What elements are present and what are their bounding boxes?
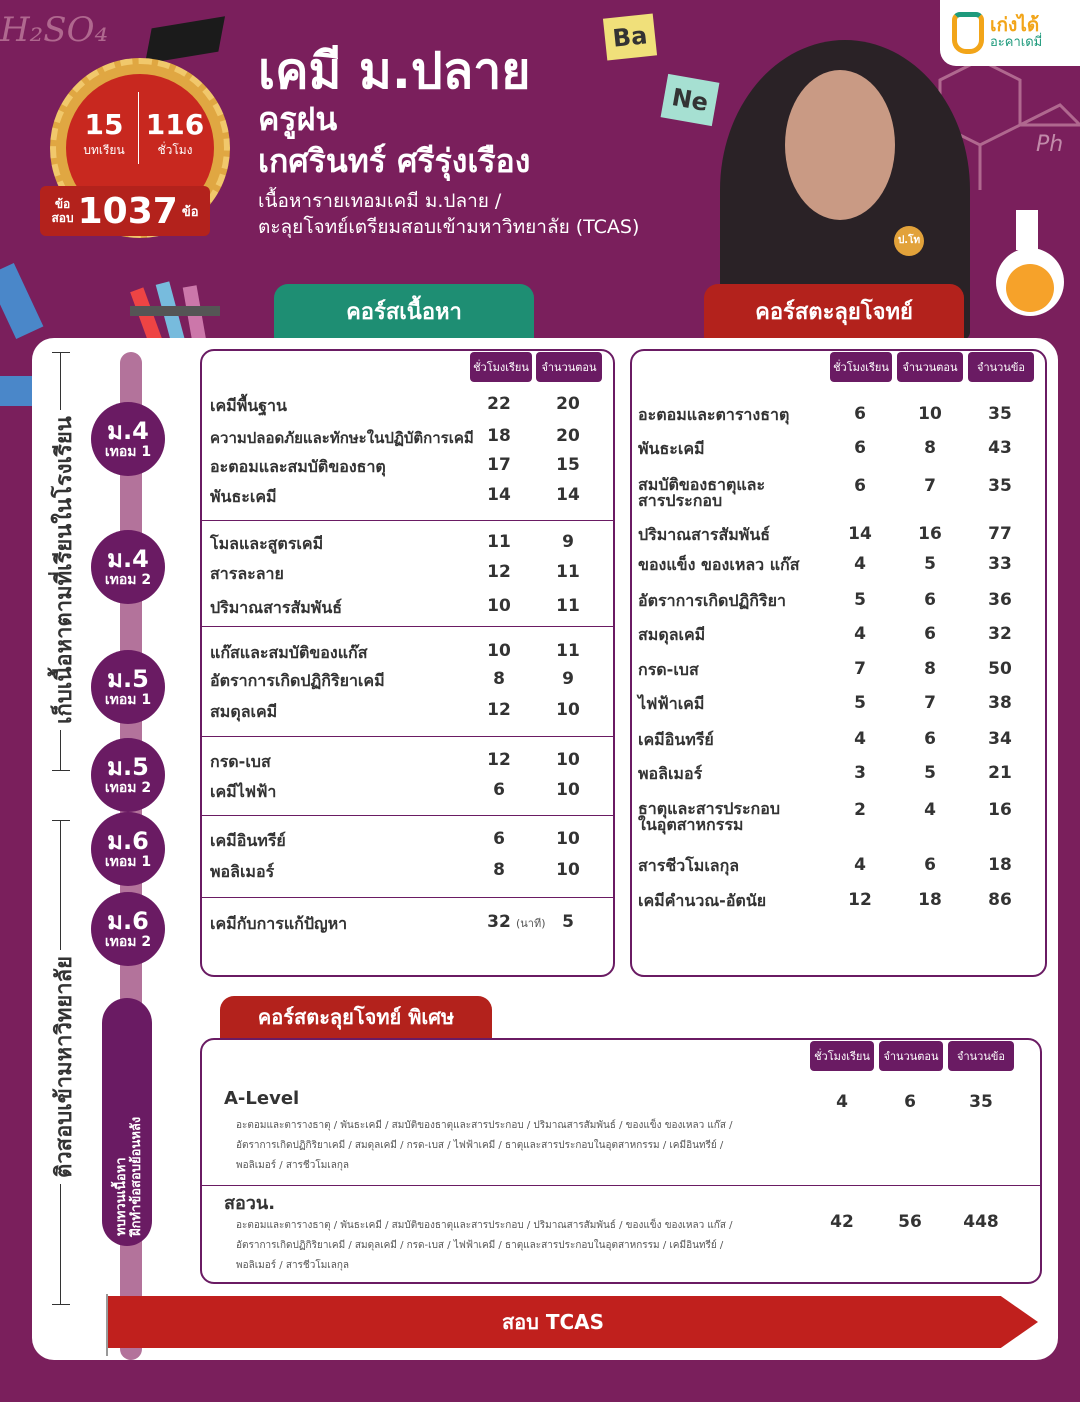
content-row-name: เคมีอินทรีย์ <box>210 831 286 850</box>
special-row-name: A-Level <box>224 1088 300 1109</box>
content-row-name: เคมีไฟฟ้า <box>210 782 277 801</box>
drill-row-episodes: 4 <box>924 800 936 820</box>
drill-row-hours: 5 <box>854 590 866 610</box>
page-title: เคมี ม.ปลาย <box>258 42 531 100</box>
hours-count: 116 <box>145 108 205 141</box>
col-header-episodes-drill: จำนวนตอน <box>897 352 963 382</box>
drill-row-items: 33 <box>988 554 1012 574</box>
formula-ph: Ph <box>1036 132 1064 157</box>
content-row-hours: 22 <box>487 394 511 414</box>
content-row-hours: 6 <box>493 780 505 800</box>
tcas-label: สอบ TCAS <box>501 1310 605 1334</box>
logo-text-sub: อะคาเดมี่ <box>990 35 1043 50</box>
level-badge <box>91 812 165 886</box>
drill-row-items: 35 <box>988 476 1012 496</box>
flask-icon <box>990 200 1070 320</box>
special-row-topics-2: อัตราการเกิดปฏิกิริยาเคมี / สมดุลเคมี / กรด-เบส / ไฟฟ้าเคมี / ธาตุและสารประกอบในอุตสาหกรรม / เคมีอินทรีย์ / <box>236 1140 724 1151</box>
drill-row-name: สมบัติของธาตุและ <box>638 475 766 494</box>
drill-row-episodes: 6 <box>924 624 936 644</box>
school-section-label: เก็บเนื้อหาตามที่เรียนในโรงเรียน <box>46 410 81 730</box>
level-term: เทอม 2 <box>104 780 152 796</box>
teacher-name <box>258 98 530 182</box>
drill-row-items: 50 <box>988 659 1012 679</box>
content-row-episodes: 10 <box>556 860 580 880</box>
content-row-episodes: 20 <box>556 394 580 414</box>
drill-row-episodes: 6 <box>924 729 936 749</box>
col-header-episodes-special: จำนวนตอน <box>879 1041 943 1071</box>
teacher-fullname: เกศรินทร์ ศรีรุ่งเรือง <box>258 142 531 180</box>
special-row-items: 448 <box>963 1212 999 1232</box>
content-row-hours: 12 <box>487 562 511 582</box>
content-row-episodes: 14 <box>556 485 580 505</box>
content-row-hours: 10 <box>487 596 511 616</box>
drill-row-items: 18 <box>988 855 1012 875</box>
lessons-count: 15 <box>84 108 124 141</box>
special-row-topics-3: พอลิเมอร์ / สารชีวโมเลกุล <box>236 1160 350 1171</box>
content-row-hours: 32 <box>487 912 511 932</box>
drill-row-episodes: 16 <box>918 524 942 544</box>
content-row-hours: 17 <box>487 455 511 475</box>
drill-row-items: 43 <box>988 438 1012 458</box>
drill-row-items: 16 <box>988 800 1012 820</box>
content-row-name: พอลิเมอร์ <box>210 862 275 881</box>
content-row-hours: 12 <box>487 700 511 720</box>
level-term: เทอม 1 <box>104 854 152 870</box>
drill-row-hours: 6 <box>854 476 866 496</box>
level-term: เทอม 1 <box>104 692 152 708</box>
drill-row-hours: 4 <box>854 554 866 574</box>
special-row-items: 35 <box>969 1092 993 1112</box>
content-row-name: อัตราการเกิดปฏิกิริยาเคมี <box>210 671 385 690</box>
drill-row-hours: 4 <box>854 729 866 749</box>
content-group-divider <box>202 815 613 816</box>
drill-row-hours: 6 <box>854 404 866 424</box>
test-tubes-icon <box>130 268 220 348</box>
drill-row-hours: 5 <box>854 693 866 713</box>
content-row-episodes: 10 <box>556 700 580 720</box>
formula-ba: Ba <box>603 14 657 61</box>
content-row-episodes: 15 <box>556 455 580 475</box>
content-row-hours: 14 <box>487 485 511 505</box>
drill-row-items: 86 <box>988 890 1012 910</box>
content-row-name: กรด-เบส <box>210 752 271 771</box>
content-row-hours: 8 <box>493 669 505 689</box>
drill-row-name: อัตราการเกิดปฏิกิริยา <box>638 591 786 610</box>
level-term: เทอม 2 <box>104 572 152 588</box>
graduation-cap-icon <box>145 16 225 64</box>
drill-row-hours: 4 <box>854 855 866 875</box>
drill-row-name-cont: ในอุตสาหกรรม <box>638 815 744 834</box>
course-description <box>258 188 639 240</box>
content-group-divider <box>202 520 613 521</box>
drill-row-name: ปริมาณสารสัมพันธ์ <box>638 525 771 544</box>
drill-row-name-cont: สารประกอบ <box>638 491 723 510</box>
drill-row-items: 35 <box>988 404 1012 424</box>
drill-row-name: พอลิเมอร์ <box>638 764 703 783</box>
drill-row-episodes: 10 <box>918 404 942 424</box>
special-row-hours: 4 <box>836 1092 848 1112</box>
content-row-hours: 11 <box>487 532 511 552</box>
drill-row-name: กรด-เบส <box>638 660 699 679</box>
lessons-label: บทเรียน <box>83 143 125 157</box>
review-label <box>114 1117 144 1236</box>
content-group-divider <box>202 626 613 627</box>
tab-content-course[interactable]: คอร์สเนื้อหา <box>274 284 534 338</box>
drill-row-hours: 4 <box>854 624 866 644</box>
exercise-count: 1037 <box>77 190 178 232</box>
drill-row-hours: 3 <box>854 763 866 783</box>
content-row-episodes: 11 <box>556 562 580 582</box>
content-row-name: ปริมาณสารสัมพันธ์ <box>210 598 343 617</box>
content-row-episodes: 11 <box>556 641 580 661</box>
drill-row-episodes: 8 <box>924 659 936 679</box>
drill-row-name: ไฟฟ้าเคมี <box>638 694 705 713</box>
level-badge <box>91 530 165 604</box>
content-group-divider <box>202 736 613 737</box>
drill-row-name: พันธะเคมี <box>638 439 705 458</box>
level-grade: ม.5 <box>107 665 149 693</box>
description-line-2: ตะลุยโจทย์เตรียมสอบเข้ามหาวิทยาลัย (TCAS) <box>258 216 640 238</box>
col-header-hours-drill: ชั่วโมงเรียน <box>830 352 892 382</box>
drill-row-episodes: 7 <box>924 693 936 713</box>
special-row-topics-1: อะตอมและตารางธาตุ / พันธะเคมี / สมบัติของธาตุและสารประกอบ / ปริมาณสารสัมพันธ์ / ของแข็ง ของเหลว แก๊ส / <box>236 1120 733 1131</box>
special-row-topics-2: อัตราการเกิดปฏิกิริยาเคมี / สมดุลเคมี / กรด-เบส / ไฟฟ้าเคมี / ธาตุและสารประกอบในอุตสาหกรรม / เคมีอินทรีย์ / <box>236 1240 724 1251</box>
drill-row-name: ของแข็ง ของเหลว แก๊ส <box>638 555 800 574</box>
special-row-episodes: 56 <box>898 1212 922 1232</box>
special-row-topics-3: พอลิเมอร์ / สารชีวโมเลกุล <box>236 1260 350 1271</box>
drill-row-name: สมดุลเคมี <box>638 625 706 644</box>
level-grade: ม.5 <box>107 753 149 781</box>
drill-row-episodes: 6 <box>924 590 936 610</box>
level-grade: ม.6 <box>107 907 149 935</box>
content-row-episodes: 10 <box>556 750 580 770</box>
content-row-name: สารละลาย <box>210 564 284 583</box>
content-row-unit: (นาที) <box>516 917 546 930</box>
content-row-name: สมดุลเคมี <box>210 702 278 721</box>
drill-row-hours: 2 <box>854 800 866 820</box>
level-term: เทอม 2 <box>104 934 152 950</box>
content-row-episodes: 11 <box>556 596 580 616</box>
col-header-hours: ชั่วโมงเรียน <box>470 352 532 382</box>
drill-row-name: เคมีอินทรีย์ <box>638 730 714 749</box>
logo-mark-icon <box>952 12 984 54</box>
drill-row-episodes: 5 <box>924 763 936 783</box>
special-row-episodes: 6 <box>904 1092 916 1112</box>
drill-row-items: 36 <box>988 590 1012 610</box>
drill-row-name: เคมีคำนวณ-อัตนัย <box>638 891 767 910</box>
special-row-hours: 42 <box>830 1212 854 1232</box>
content-row-name: อะตอมและสมบัติของธาตุ <box>210 457 386 476</box>
exercise-count-ribbon <box>40 186 210 236</box>
level-badge <box>91 738 165 812</box>
drill-row-hours: 14 <box>848 524 872 544</box>
degree-pin: ป.โท <box>894 226 924 256</box>
content-row-episodes: 10 <box>556 829 580 849</box>
col-header-items-drill: จำนวนข้อ <box>968 352 1034 382</box>
content-row-name: แก๊สและสมบัติของแก๊ส <box>210 643 368 662</box>
content-row-name: โมลและสูตรเคมี <box>210 534 324 553</box>
description-line-1: เนื้อหารายเทอมเคมี ม.ปลาย / <box>258 190 502 212</box>
exercise-label-2: สอบ <box>51 211 74 225</box>
review-line-2: ฝึกทำข้อสอบย้อนหลัง <box>129 1116 144 1236</box>
special-divider <box>202 1185 1040 1186</box>
content-row-hours: 18 <box>487 426 511 446</box>
drill-row-episodes: 6 <box>924 855 936 875</box>
col-header-items-special: จำนวนข้อ <box>948 1041 1014 1071</box>
level-grade: ม.4 <box>107 417 149 445</box>
formula-ne: Ne <box>661 74 720 126</box>
content-row-name: ความปลอดภัยและทักษะในปฏิบัติการเคมี <box>210 429 474 447</box>
tab-special-course[interactable]: คอร์สตะลุยโจทย์ พิเศษ <box>220 996 492 1038</box>
special-row-topics-1: อะตอมและตารางธาตุ / พันธะเคมี / สมบัติของธาตุและสารประกอบ / ปริมาณสารสัมพันธ์ / ของแข็ง ของเหลว แก๊ส / <box>236 1220 733 1231</box>
col-header-episodes: จำนวนตอน <box>536 352 602 382</box>
content-row-name: เคมีกับการแก้ปัญหา <box>210 914 348 933</box>
content-row-episodes: 5 <box>562 912 574 932</box>
content-group-divider <box>202 897 613 898</box>
drill-row-items: 38 <box>988 693 1012 713</box>
drill-row-items: 32 <box>988 624 1012 644</box>
drill-row-episodes: 8 <box>924 438 936 458</box>
level-grade: ม.6 <box>107 827 149 855</box>
drill-row-items: 21 <box>988 763 1012 783</box>
col-header-hours-special: ชั่วโมงเรียน <box>810 1041 874 1071</box>
drill-row-episodes: 18 <box>918 890 942 910</box>
exercise-label-1: ข้อ <box>54 197 71 211</box>
drill-row-hours: 12 <box>848 890 872 910</box>
content-row-name: พันธะเคมี <box>210 487 277 506</box>
special-row-name: สอวน. <box>224 1193 276 1214</box>
drill-row-episodes: 5 <box>924 554 936 574</box>
content-row-episodes: 10 <box>556 780 580 800</box>
content-row-hours: 6 <box>493 829 505 849</box>
drill-row-items: 34 <box>988 729 1012 749</box>
tab-drill-course[interactable]: คอร์สตะลุยโจทย์ <box>704 284 964 338</box>
formula-h2so4: H₂SO₄ <box>0 10 109 50</box>
content-row-hours: 12 <box>487 750 511 770</box>
teacher-nickname: ครูฝน <box>258 100 338 138</box>
level-badge <box>91 650 165 724</box>
level-badge <box>91 892 165 966</box>
review-line-1: ทบทวนเนื้อหา <box>114 1157 129 1236</box>
logo-text-main: เก่งได้ <box>990 14 1040 36</box>
content-row-episodes: 9 <box>562 669 574 689</box>
content-row-hours: 10 <box>487 641 511 661</box>
drill-row-name: ธาตุและสารประกอบ <box>638 799 780 818</box>
level-badge <box>91 402 165 476</box>
content-row-episodes: 20 <box>556 426 580 446</box>
drill-row-items: 77 <box>988 524 1012 544</box>
drill-row-episodes: 7 <box>924 476 936 496</box>
drill-row-hours: 6 <box>854 438 866 458</box>
exercise-unit: ข้อ <box>181 204 199 220</box>
drill-row-name: อะตอมและตารางธาตุ <box>638 405 790 424</box>
brand-logo[interactable] <box>940 0 1080 66</box>
drill-row-name: สารชีวโมเลกุล <box>638 856 740 875</box>
university-section-label: ติวสอบเข้ามหาวิทยาลัย <box>46 950 81 1184</box>
teacher-face <box>785 70 895 220</box>
drill-row-hours: 7 <box>854 659 866 679</box>
content-row-hours: 8 <box>493 860 505 880</box>
level-term: เทอม 1 <box>104 444 152 460</box>
content-row-name: เคมีพื้นฐาน <box>210 396 287 415</box>
content-row-episodes: 9 <box>562 532 574 552</box>
level-grade: ม.4 <box>107 545 149 573</box>
hours-label: ชั่วโมง <box>157 143 193 157</box>
